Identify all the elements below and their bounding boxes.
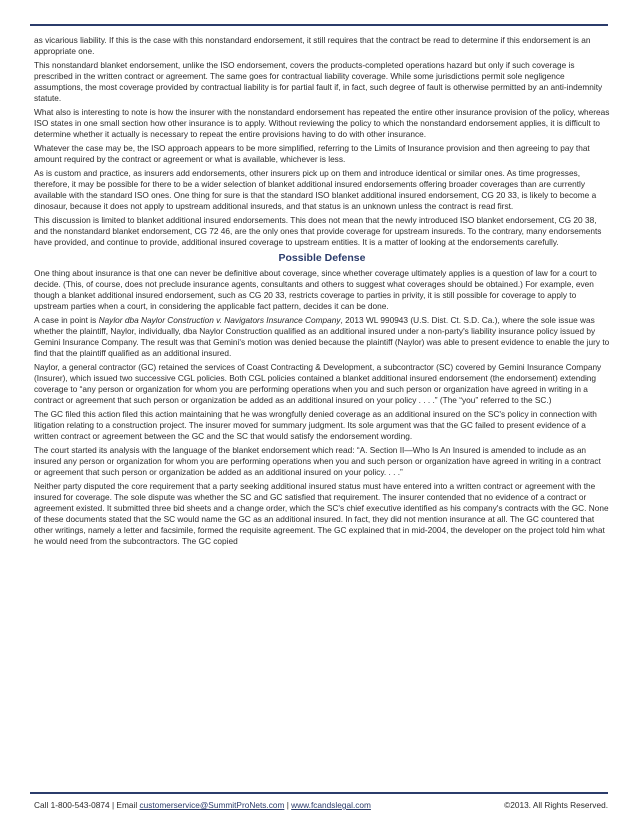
paragraph: Whatever the case may be, the ISO approach appears to be more simplified, referring to the Limits of Insurance provision and then agreeing to pay that amount required by the contract or agreement or what is available, whichever is less. (34, 143, 590, 165)
page-footer (34, 800, 608, 811)
footer-separator: | Email (109, 800, 140, 810)
paragraph-text: , 2013 WL 990943 (U.S. Dist. Ct. S.D. Ca.), where the sole issue was whether the plaintiff, Naylor, individually, dba Naylor Construction qualified as an additional insured under a non-party's liability insurance policy issued by Gemini Insurance Company. The result was that Gemini's motion was denied because the plaintiff (Naylor) was able to present evidence to enable the jury to find that the plaintiff qualified as an additional insured. (34, 315, 610, 358)
paragraph: Naylor, a general contractor (GC) retained the services of Coast Contracting & Development, a subcontractor (SC) covered by Gemini Insurance Company (Insurer), which issued two successive CGL policies. Both CGL policies contained a blanket additional insured endorsement (the endorsement) extending coverage to “any person or organization for whom you are performing operations when you and such person or organization have agreed in writing in a contract or agreement that such person or organization be added as an additional insured on your policy . . . .” (The “you” referred to the SC.) (34, 362, 602, 405)
paragraph: This nonstandard blanket endorsement, unlike the ISO endorsement, covers the products-completed operations hazard but only if such coverage is prescribed in the written contract or agreement. The same goes for contractual liability coverage. While some jurisdictions permit sole negligence assumptions, the most coverage provided by contractual liability is for partial fault if, in fact, such degree of fault is otherwise permitted by an anti-indemnity statute. (34, 60, 603, 103)
footer-website-link[interactable]: www.fcandslegal.com (291, 800, 371, 810)
bottom-divider (30, 792, 608, 794)
paragraph: The court started its analysis with the language of the blanket endorsement which read: “A. Section II—Who Is An Insured is amended to include as an insured any person or organization for whom you are performing operations when you and such person or organization have agreed in writing in a contract or agreement that such person or organization be added as an additional insured on your policy. . . .” (34, 445, 601, 478)
article-body (34, 35, 610, 549)
paragraph: One thing about insurance is that one can never be definitive about coverage, since whether coverage ultimately applies is a question of law for a court to decide. (This, of course, does not preclude insurance agents, consultants and others to suggest what coverages should be obtained.) For example, even though a blanket additional insured endorsement, such as CG 20 33, restricts coverage to parties in privity, it is still possible for coverage to apply to upstream parties when a court, in considering the applicable fact pattern, decides it can be done. (34, 268, 597, 311)
footer-email-link[interactable]: customerservice@SummitProNets.com (139, 800, 285, 810)
paragraph: as vicarious liability. If this is the case with this nonstandard endorsement, it still requires that the contract be read to determine if this endorsement is an appropriate one. (34, 35, 591, 56)
paragraph: The GC filed this action filed this action maintaining that he was wrongfully denied coverage as an additional insured on the SC's policy in connection with litigation relating to a construction project. The insurer moved for summary judgment. Its sole argument was that the GC failed to present evidence of a written contract or agreement between the GC and the SC that would satisfy the endorsement wording. (34, 409, 597, 441)
footer-phone: Call 1-800-543-0874 (34, 800, 110, 810)
footer-separator: | (284, 800, 292, 810)
paragraph: Neither party disputed the core requirement that a party seeking additional insured status must have entered into a written contract or agreement with the insured for coverage. The sole dispute was whether the SC and GC satisfied that requirement. The insurer contended that no evidence of a contract or agreement existed. It submitted three bid sheets and a change order, which the SC's chief executive identified as his company's contracts with the GC. None of these documents stated that the SC would name the GC as an additional insured. In fact, they did not mention insurance at all. The GC countered that other writings, namely a letter and facsimile, formed the requisite agreement. The GC explained that in mid-2004, the developer on the project told him what he would need from the subcontractors. The GC copied (34, 481, 609, 546)
top-divider (30, 24, 608, 26)
paragraph: What also is interesting to note is how the insurer with the nonstandard endorsement has repeated the entire other insurance provision of the policy, whereas ISO states in one small section how other insurance is to apply. Without reviewing the policy to which the nonstandard endorsement applies, it is difficult to determine whether it actually is necessary to repeat the entire provisions having to do with other insurance. (34, 107, 610, 139)
paragraph: As is custom and practice, as insurers add endorsements, other insurers pick up on them and introduce identical or similar ones. As time progresses, therefore, it may be possible for there to be a wider selection of blanket additional insured endorsements offering broader coverages than are currently available with the standard ISO ones. One thing for sure is that the standard ISO blanket additional insured endorsement, CG 20 33, is likely to become a dinosaur, because it does not apply to upstream additional insureds, and that status is an unknown unless the contract is read first. (34, 168, 597, 212)
case-citation: Naylor dba Naylor Construction v. Navigators Insurance Company (98, 315, 341, 326)
paragraph: This discussion is limited to blanket additional insured endorsements. This does not mean that the newly introduced ISO blanket endorsement, CG 20 38, and the nonstandard blanket endorsement, CG 72 46, are the only ones that provide coverage for upstream insureds. To the contrary, many endorsements have provided, and continue to provide, additional insured coverage to upstream entities. It is a matter of looking at the endorsements carefully. (34, 215, 602, 248)
section-heading: Possible Defense (278, 252, 366, 265)
footer-copyright: ©2013. All Rights Reserved. (504, 800, 608, 810)
paragraph-text: A case in point is (34, 315, 99, 326)
paragraph (34, 315, 610, 359)
